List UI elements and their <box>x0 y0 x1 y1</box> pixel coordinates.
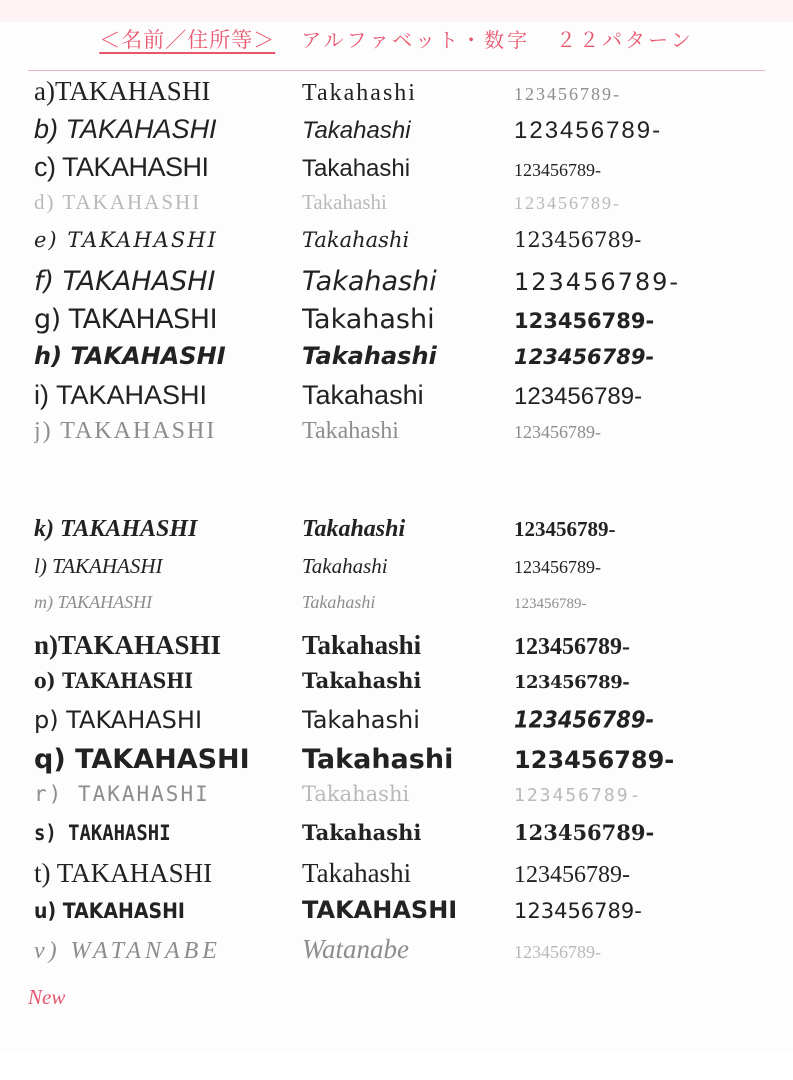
row-key: k) <box>34 516 54 542</box>
row-mixedcase: Takahashi <box>302 304 435 335</box>
row-key: l) <box>34 554 47 578</box>
row-digits: 123456789- <box>514 557 601 577</box>
row-digits: 123456789- <box>514 228 642 252</box>
row-digits: 123456789- <box>514 422 601 442</box>
row-key: d) <box>34 190 56 214</box>
row-digits: 123456789- <box>514 309 655 333</box>
table-row <box>34 342 764 380</box>
row-mixedcase: Takahashi <box>302 516 406 542</box>
row-mixedcase: Takahashi <box>302 554 388 578</box>
row-uppercase <box>34 152 302 183</box>
row-upper-text: TAKAHASHI <box>52 554 163 578</box>
row-key: q) <box>34 744 66 775</box>
row-mixedcase: Takahashi <box>302 266 437 297</box>
row-uppercase <box>34 418 302 445</box>
row-mixedcase: Takahashi <box>302 80 417 106</box>
row-upper-text: TAKAHASHI <box>62 190 202 214</box>
row-uppercase <box>34 304 302 335</box>
row-uppercase <box>34 380 302 411</box>
table-row <box>34 418 764 456</box>
row-mixedcase: Watanabe <box>302 934 409 964</box>
row-digits: 123456789- <box>514 596 587 612</box>
row-mixedcase: Takahashi <box>302 706 420 734</box>
row-mixedcase: Takahashi <box>302 190 387 214</box>
table-row <box>34 190 764 228</box>
row-mixedcase: Takahashi <box>302 668 422 693</box>
row-digits: 123456789- <box>514 706 655 733</box>
header-title: ＜名前／住所等＞ <box>99 29 276 52</box>
row-uppercase <box>34 190 302 215</box>
table-row <box>34 706 764 744</box>
row-uppercase <box>34 76 302 107</box>
row-upper-text: TAKAHASHI <box>56 858 213 888</box>
table-row <box>34 152 764 190</box>
row-mixedcase: Takahashi <box>302 630 422 660</box>
row-uppercase <box>34 114 302 145</box>
row-uppercase <box>34 782 302 806</box>
row-key: a) <box>34 76 55 106</box>
row-mixedcase: Takahashi <box>302 342 437 370</box>
row-upper-text: TAKAHASHI <box>57 592 153 612</box>
row-digits: 123456789- <box>514 746 675 774</box>
row-mixedcase: Takahashi <box>302 592 376 612</box>
row-digits: 123456789- <box>514 862 630 888</box>
table-row <box>34 782 764 820</box>
row-key: g) <box>34 304 61 335</box>
table-row <box>34 266 764 304</box>
row-mixedcase: Takahashi <box>302 380 424 410</box>
row-digits: 123456789- <box>514 785 643 806</box>
table-row <box>34 744 764 782</box>
row-mixedcase: Takahashi <box>302 820 422 845</box>
row-key: c) <box>34 152 56 182</box>
row-uppercase <box>34 516 302 543</box>
row-digits: 123456789- <box>514 672 630 693</box>
row-uppercase <box>34 668 275 693</box>
row-mixedcase: Takahashi <box>302 782 410 806</box>
row-digits: 123456789- <box>514 117 663 144</box>
table-row <box>34 820 764 858</box>
row-upper-text: TAKAHASHI <box>62 266 216 297</box>
row-digits: 123456789- <box>514 942 601 962</box>
row-uppercase <box>34 554 302 579</box>
row-key: m) <box>34 592 53 612</box>
new-badge: New <box>28 985 66 1009</box>
sheet-header <box>0 24 793 68</box>
row-digits: 123456789- <box>514 268 681 296</box>
row-key: b) <box>34 114 59 144</box>
row-mixedcase: Takahashi <box>302 858 412 888</box>
row-digits: 123456789- <box>514 820 655 845</box>
table-row <box>34 76 764 114</box>
row-uppercase <box>34 858 302 889</box>
table-row <box>34 380 764 418</box>
row-upper-text: TAKAHASHI <box>60 418 217 444</box>
row-uppercase <box>34 228 302 252</box>
row-key: v) <box>34 938 61 964</box>
row-key: s) <box>34 821 57 845</box>
row-digits: 123456789- <box>514 899 642 923</box>
row-upper-text: TAKAHASHI <box>67 228 218 252</box>
row-upper-text: WATANABE <box>70 938 221 964</box>
row-mixedcase: Takahashi <box>302 744 454 775</box>
sample-rows <box>34 76 764 972</box>
row-key: h) <box>34 342 63 370</box>
table-row <box>34 228 764 266</box>
row-digits: 123456789- <box>514 84 621 104</box>
row-mixedcase: Takahashi <box>302 418 399 444</box>
row-key: o) <box>34 668 56 693</box>
table-row <box>34 858 764 896</box>
row-key: t) <box>34 858 51 888</box>
row-upper-text: TAKAHASHI <box>70 342 226 370</box>
row-key: r) <box>34 782 64 806</box>
row-upper-text: TAKAHASHI <box>62 668 194 693</box>
row-key: f) <box>34 266 55 297</box>
table-row <box>34 304 764 342</box>
row-uppercase <box>34 821 275 845</box>
row-uppercase <box>34 630 302 661</box>
row-digits: 123456789- <box>514 517 616 541</box>
row-upper-text: TAKAHASHI <box>56 380 208 410</box>
row-digits: 123456789- <box>514 193 621 213</box>
header-subtitle: アルファベット・数字 <box>301 30 531 52</box>
table-row <box>34 592 764 630</box>
row-mixedcase: TAKAHASHI <box>302 896 458 924</box>
header-pattern-count: ２２パターン <box>556 30 694 52</box>
row-upper-text: TAKAHASHI <box>62 152 209 182</box>
row-digits: 123456789- <box>514 345 655 369</box>
row-key: i) <box>34 380 49 410</box>
row-key: j) <box>34 418 53 444</box>
row-mixedcase: Takahashi <box>302 117 411 144</box>
section-gap <box>34 456 764 516</box>
table-row <box>34 934 764 972</box>
header-divider <box>28 70 765 71</box>
table-row <box>34 668 764 706</box>
row-upper-text: TAKAHASHI <box>58 630 222 660</box>
row-upper-text: TAKAHASHI <box>77 782 210 806</box>
row-key: n) <box>34 630 59 660</box>
row-digits: 123456789- <box>514 160 601 180</box>
row-mixedcase: Takahashi <box>302 228 410 252</box>
row-key: u) <box>34 899 57 923</box>
table-row <box>34 630 764 668</box>
row-uppercase <box>34 266 302 297</box>
top-band <box>0 0 793 22</box>
row-upper-text: TAKAHASHI <box>54 76 211 106</box>
table-row <box>34 114 764 152</box>
row-mixedcase: Takahashi <box>302 155 411 182</box>
table-row <box>34 896 764 934</box>
row-upper-text: TAKAHASHI <box>68 304 218 335</box>
row-upper-text: TAKAHASHI <box>66 706 203 734</box>
row-uppercase <box>34 899 275 923</box>
row-uppercase <box>34 342 302 370</box>
row-upper-text: TAKAHASHI <box>75 744 250 775</box>
row-digits: 123456789- <box>514 634 630 660</box>
table-row <box>34 554 764 592</box>
row-uppercase <box>34 744 302 775</box>
row-uppercase <box>34 706 302 734</box>
row-key: p) <box>34 706 59 734</box>
row-upper-text: TAKAHASHI <box>68 821 171 845</box>
row-digits: 123456789- <box>514 383 643 410</box>
row-upper-text: TAKAHASHI <box>60 516 198 542</box>
row-uppercase <box>34 938 302 965</box>
row-upper-text: TAKAHASHI <box>65 114 217 144</box>
row-upper-text: TAKAHASHI <box>62 899 185 923</box>
row-uppercase <box>34 592 302 613</box>
table-row <box>34 516 764 554</box>
row-key: e) <box>34 228 59 252</box>
bottom-band <box>0 1052 793 1080</box>
